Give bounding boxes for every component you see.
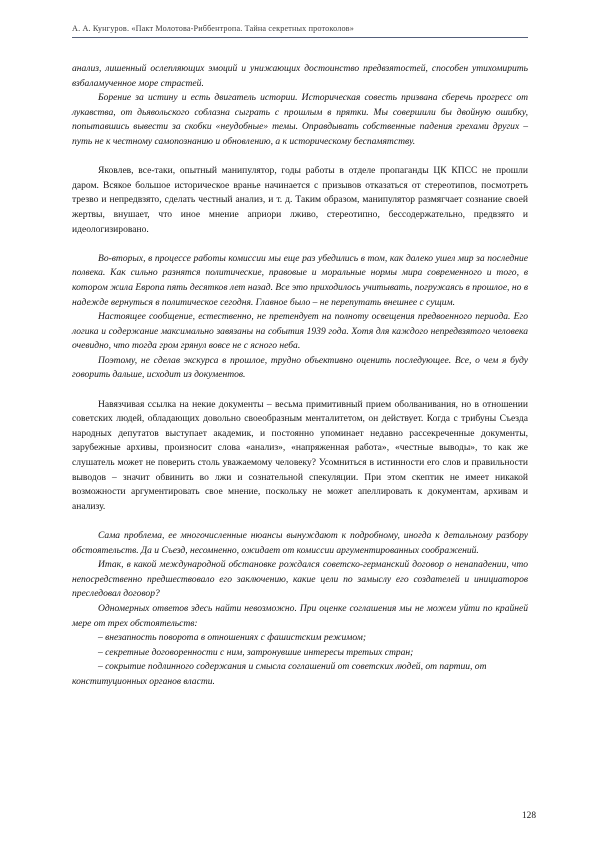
paragraph-spacer [72,150,528,165]
list-item: – внезапность поворота в отношениях с фашистским режимом; [98,632,367,644]
paragraph-spacer [72,514,528,529]
page-header [72,24,528,38]
list-item: – сокрытие подлинного содержания и смысла соглашений от советских людей, от партии, от конституционных органов власти. [72,661,487,687]
body-paragraph: Навязчивая ссылка на некие документы – весьма примитивный прием оболванивания, но в отношении советских людей, обладающих довольно своеобразным менталитетом, он действует. Когда с трибуны Съезда народных депутатов выступает академик, и постоянно упоминает недавно рассекреченные документы, зарубежные архивы, произносит слова «анализ», «напряженная работа», «честные выводы», то как же слушатель может не поверить столь уважаемому человеку? Усомниться в истинности его слов и правильности выводов – значит обвинить во лжи и сознательной спекуляции. При этом скептик не имеет никакой возможности аргументировать свое мнение, поскольку не может апеллировать к документам, архивам и анализу. [72,398,528,512]
list-item: – секретные договоренности с ним, затронувшие интересы третьих стран; [98,646,414,658]
body-paragraph: Настоящее сообщение, естественно, не претендует на полноту освещения предвоенного периода. Его логика и содержание максимально завязаны на события 1939 года. Хотя для каждого непредвзятого человека очевидно, что тогда гром грянул вовсе не с ясного неба. [72,311,528,352]
paragraph-spacer [72,237,528,252]
body-paragraph: Во-вторых, в процессе работы комиссии мы еще раз убедились в том, как далеко ушел мир за последние полвека. Как сильно разнятся политические, правовые и моральные нормы мира современного и того, в котором жила Европа пять десятков лет назад. Все это приходилось учитывать, погружаясь в прошлое, но в надежде вернуться в политическое сегодня. Главное было – не перепутать внешнее с сущим. [72,252,528,308]
body-paragraph: Яковлев, все-таки, опытный манипулятор, годы работы в отделе пропаганды ЦК КПСС не прошли даром. Всякое большое историческое вранье начинается с призывов отказаться от стереотипов, посмотреть трезво и непредвзято, сделать честный анализ, и т. д. Таким образом, манипулятор размягчает сознание своей жертвы, внушает, что иное мнение априори лживо, стереотипно, бессодержательно, предвзято и идеологизировано. [72,165,528,235]
body-paragraph: Поэтому, не сделав экскурса в прошлое, трудно объективно оценить последующее. Все, о чем я буду говорить дальше, исходит из документов. [72,354,528,381]
paragraph-spacer [72,383,528,398]
header-rule-divider [72,37,528,38]
body-paragraph: Одномерных ответов здесь найти невозможно. При оценке соглашения мы не можем уйти по крайней мере от трех обстоятельств: [72,602,528,629]
running-head: А. А. Кунгуров. «Пакт Молотова-Риббентропа. Тайна секретных протоколов» [72,24,354,33]
page-body [72,62,528,690]
body-paragraph: Сама проблема, ее многочисленные нюансы вынуждают к подробному, иногда к детальному разбору обстоятельств. Да и Съезд, несомненно, ожидает от комиссии аргументированных соображений. [72,530,528,556]
page-number: 128 [521,811,536,821]
body-paragraph: анализ, лишенный ослепляющих эмоций и унижающих достоинство предвзятостей, способен утихомирить взбаламученное море страстей. [72,63,528,89]
body-paragraph: Итак, в какой международной обстановке рождался советско-германский договор о ненападении, что непосредственно предшествовало его заключению, какие цели по замыслу его создателей и инициаторов преследовал договор? [72,559,528,600]
body-paragraph: Борение за истину и есть двигатель истории. Историческая совесть призвана сберечь прогресс от лукавства, от дьявольского соблазна сыграть с прошлым в прятки. Мы совершили бы двойную ошибку, попытавшись вывести за скобки «неудобные» темы. Оправдывать собственные падения грехами других – путь не к честному самопознанию и обновлению, а к историческому беспамятству. [72,92,528,147]
